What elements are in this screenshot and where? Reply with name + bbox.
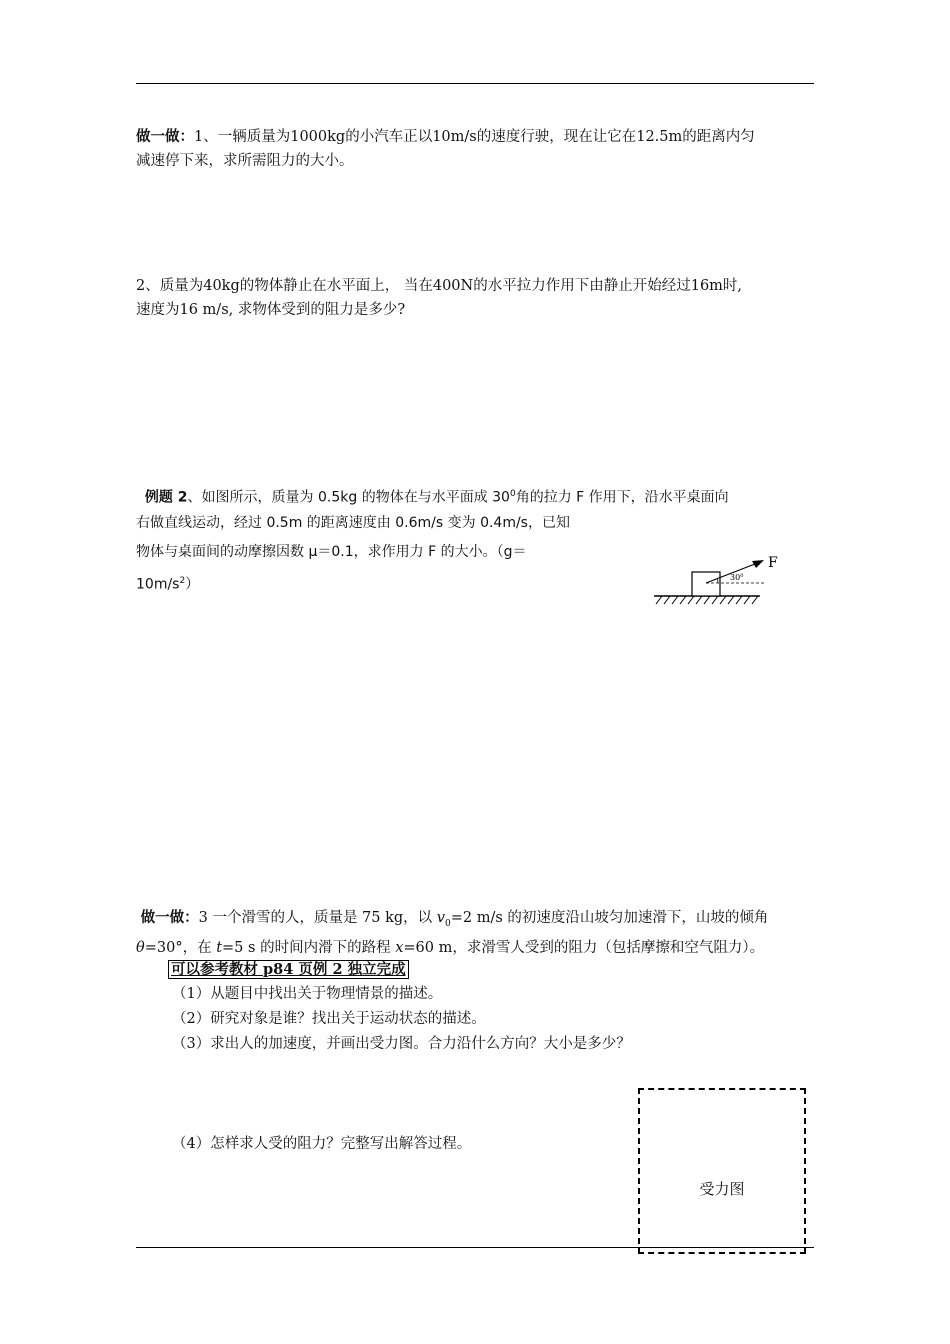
question-3-step-1: （1）从题目中找出关于物理情景的描述。 <box>172 986 443 1002</box>
question-3 <box>136 906 816 960</box>
question-3-text-2c: =60 m，求滑雪人受到的阻力（包括摩擦和空气阻力）。 <box>403 939 765 956</box>
footer-rule <box>136 1247 814 1248</box>
question-3-text-1a: 3 一个滑雪的人，质量是 75 kg，以 <box>198 910 437 926</box>
question-3-line-2 <box>136 936 816 960</box>
example-2-exponent: 2 <box>179 576 186 586</box>
example-2-label: 例题 2 <box>144 489 188 506</box>
example-2-text-1a: 、如图所示，质量为 0.5kg 的物体在与水平面成 30 <box>187 489 510 506</box>
question-1 <box>136 125 816 173</box>
question-3-text-2a: =30°，在 <box>144 939 217 956</box>
example-2-text-4b: ） <box>185 576 200 593</box>
question-1-line-2: 减速停下来，求所需阻力的大小。 <box>136 153 354 169</box>
question-3-line-1 <box>136 906 816 936</box>
question-2-line-1: 2、质量为40kg的物体静止在水平面上， 当在400N的水平拉力作用下由静止开始经过16m时, <box>136 278 743 294</box>
question-3-text-1b: =2 m/s 的初速度沿山坡匀加速滑下，山坡的倾角 <box>450 910 769 926</box>
x-symbol: x <box>395 939 404 956</box>
question-3-text-2b: =5 s 的时间内滑下的路程 <box>222 939 396 956</box>
question-1-text-1: 1、一辆质量为1000kg的小汽车正以10m/s的速度行驶，现在让它在12.5m的距离内匀 <box>194 129 755 145</box>
block-object <box>692 572 720 596</box>
force-label: F <box>768 555 778 571</box>
question-3-step-3: （3）求出人的加速度，并画出受力图。合力沿什么方向？大小是多少？ <box>172 1036 631 1052</box>
question-3-step-4: （4）怎样求人受的阻力？完整写出解答过程。 <box>172 1136 472 1152</box>
example-2-line-2: 右做直线运动，经过 0.5m 的距离速度由 0.6m/s 变为 0.4m/s，已知 <box>136 515 570 531</box>
example-2-line-1 <box>136 480 816 509</box>
header-rule <box>136 83 814 84</box>
example-2-line-3: 物体与桌面间的动摩擦因数 μ＝0.1，求作用力 F 的大小。（g＝ <box>136 544 527 560</box>
question-1-line-1 <box>136 125 816 149</box>
v0-symbol: v <box>436 910 445 926</box>
example-2-figure <box>648 550 788 610</box>
force-diagram-label: 受力图 <box>699 1180 745 1198</box>
example-2-degree: 0 <box>509 489 516 499</box>
question-3-hint <box>168 958 409 982</box>
table-hatching <box>656 596 758 604</box>
question-3-label: 做一做： <box>140 910 199 926</box>
question-2 <box>136 274 816 322</box>
question-1-label: 做一做： <box>136 129 194 145</box>
force-diagram-box <box>638 1088 806 1254</box>
force-arrowhead <box>752 560 764 568</box>
hint-text: 可以参考教材 p84 页例 2 独立完成 <box>168 960 409 979</box>
v0-subscript: 0 <box>445 918 451 929</box>
t-symbol: t <box>216 939 223 956</box>
angle-label: $30^0$ <box>730 573 744 582</box>
example-2-text-1b: 角的拉力 F 作用下，沿水平桌面向 <box>515 489 729 506</box>
theta-symbol: θ <box>136 939 145 956</box>
example-2-text-4a: 10m/s <box>136 576 180 593</box>
question-3-step-2: （2）研究对象是谁？找出关于运动状态的描述。 <box>172 1011 486 1027</box>
question-2-line-2: 速度为16 m/s, 求物体受到的阻力是多少? <box>136 302 406 318</box>
